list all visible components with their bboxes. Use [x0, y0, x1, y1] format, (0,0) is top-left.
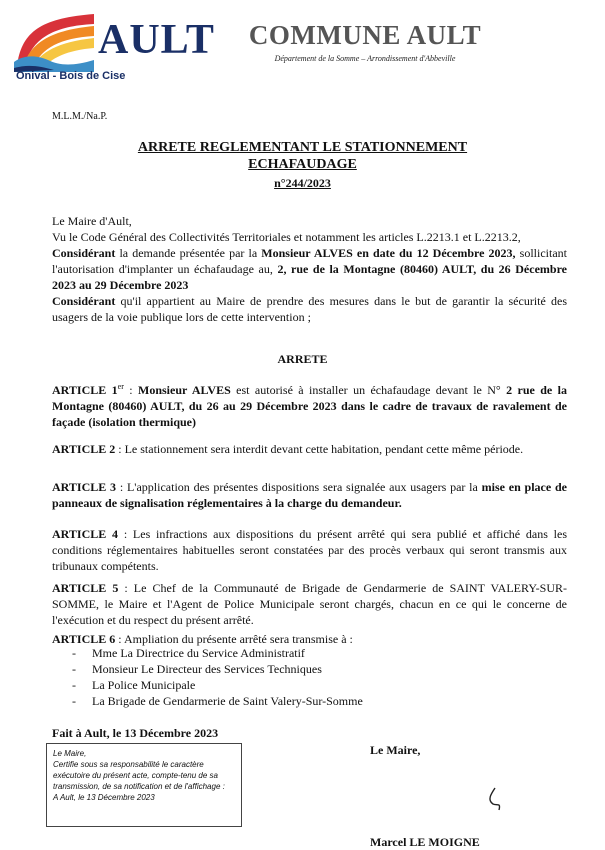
list-item: - Monsieur Le Directeur des Services Techniques — [72, 661, 363, 677]
article-1: ARTICLE 1er : Monsieur ALVES est autorisé à installer un échafaudage devant le N° 2 rue de la Montagne (80460) AULT, du 26 au 29 Décembre 2023 dans le cadre de travaux de ravalement de façade (isolation thermique) — [52, 382, 567, 429]
arrete-heading: ARRETE — [277, 352, 328, 366]
logo-subtitle: Onival - Bois de Cise — [16, 70, 126, 82]
article-6: ARTICLE 6 : Ampliation du présente arrêté sera transmise à : — [52, 632, 353, 646]
logo-waves-icon — [14, 10, 104, 72]
ault-logo — [14, 10, 215, 90]
certification-box — [46, 743, 242, 827]
preamble — [52, 213, 567, 325]
preamble-considerant-1: Considérant la demande présentée par la Monsieur ALVES en date du 12 Décembre 2023, sollicitant l'autorisation d'implanter un échafaudage au, 2, rue de la Montagne (80460) AULT, du 26 Décembre 2023 au 29 Décembre 2023 — [52, 246, 568, 292]
list-item: - La Police Municipale — [72, 677, 363, 693]
article-3: ARTICLE 3 : L'application des présentes dispositions sera signalée aux usagers par la mise en place de panneaux de signalisation réglementaires à la charge du demandeur. — [52, 480, 568, 510]
place-date: Fait à Ault, le 13 Décembre 2023 — [52, 726, 219, 740]
signature-heading: Le Maire, — [370, 743, 421, 757]
reference: M.L.M./Na.P. — [52, 111, 108, 122]
article-2: ARTICLE 2 : Le stationnement sera interdit devant cette habitation, pendant cette même période. — [52, 442, 524, 456]
distribution-list — [72, 645, 363, 709]
list-item: - La Brigade de Gendarmerie de Saint Valery-Sur-Somme — [72, 693, 363, 709]
title-line1: ARRETE REGLEMENTANT LE STATIONNEMENT — [137, 140, 468, 155]
logo-wordmark: AULT — [98, 17, 215, 63]
preamble-intro: Le Maire d'Ault, — [52, 214, 132, 228]
commune-title: COMMUNE AULT — [248, 20, 482, 50]
article-4: ARTICLE 4 : Les infractions aux dispositions du présent arrêté qui sera publié et affiché dans les conditions réglementaires habituelles seront constatées par des procès verbaux qui seront transmis aux tribunaux compétents. — [52, 527, 568, 573]
handwritten-signature — [375, 780, 525, 820]
title-line2: ECHAFAUDAGE — [248, 157, 357, 172]
list-item: - Mme La Directrice du Service Administratif — [72, 645, 363, 661]
signatory-name: Marcel LE MOIGNE — [370, 835, 480, 849]
preamble-vu: Vu le Code Général des Collectivités Territoriales et notamment les articles L.2213.1 et L.2213.2, — [52, 230, 521, 244]
certification-text: Le Maire, Certifie sous sa responsabilité le caractère exécutoire du présent acte, compte-tenu de sa transmission, de sa notification et de l'affichage : A Ault, le 13 Décembre 2023 — [53, 749, 225, 802]
decree-number: n°244/2023 — [274, 176, 331, 190]
preamble-considerant-2: Considérant qu'il appartient au Maire de prendre des mesures dans le but de garantir la sécurité des usagers de la voie publique lors de cette intervention ; — [52, 294, 567, 324]
department-line: Département de la Somme – Arrondissement d'Abbeville — [274, 54, 456, 63]
article-5: ARTICLE 5 : Le Chef de la Communauté de Brigade de Gendarmerie de SAINT VALERY-SUR-SOMME, le Maire et l'Agent de Police Municipale seront chargés, chacun en ce qui le concerne de l'exécution et du respect du présent arrêté. — [52, 581, 567, 627]
